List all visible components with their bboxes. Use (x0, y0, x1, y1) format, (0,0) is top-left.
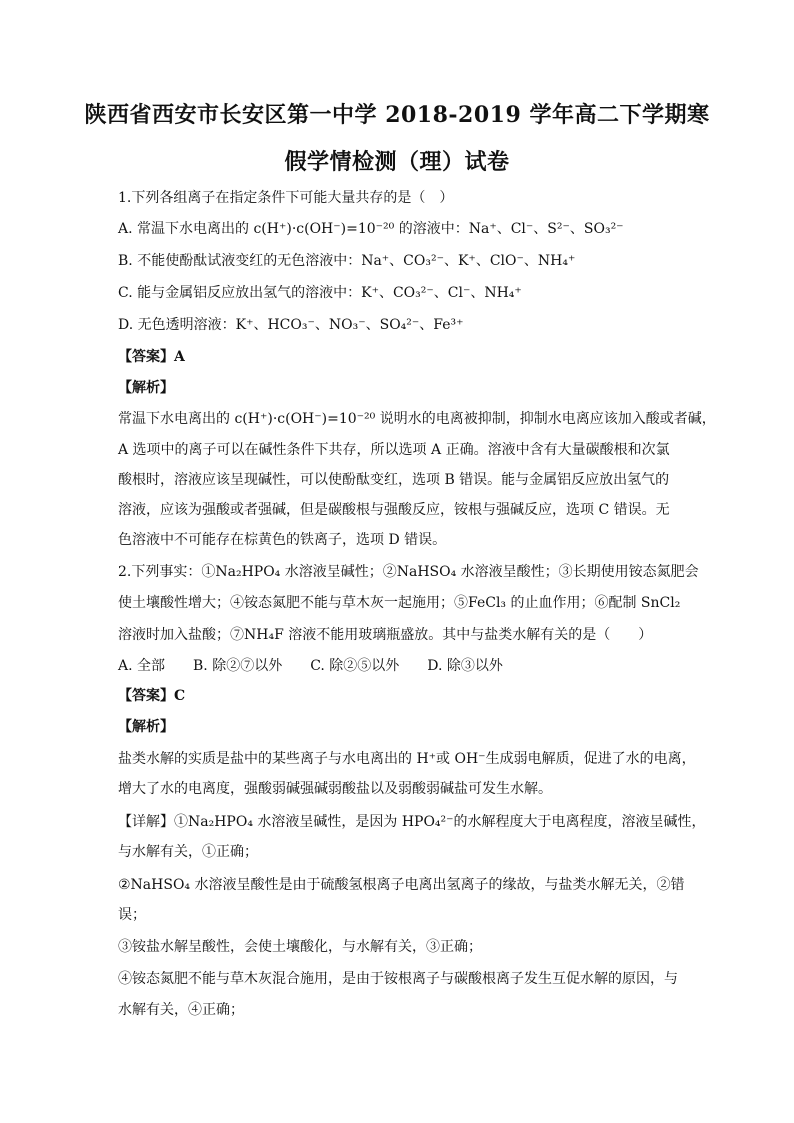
question-2-analysis-line: 增大了水的电离度，强酸弱碱强碱弱酸盐以及弱酸弱碱盐可发生水解。 (118, 781, 552, 797)
question-2-detail-line: 【详解】①Na₂HPO₄ 水溶液呈碱性，是因为 HPO₄²⁻的水解程度大于电离程度，溶液呈碱性， (118, 814, 706, 830)
question-2-options: A. 全部 B. 除②⑦以外 C. 除②⑤以外 D. 除③以外 (118, 658, 503, 674)
question-2-analysis-line: 盐类水解的实质是盐中的某些离子与水电离出的 H⁺或 OH⁻生成弱电解质，促进了水的电离， (118, 751, 696, 767)
question-1-analysis-line: 溶液，应该为强酸或者强碱，但是碳酸根与强酸反应，铵根与强碱反应，选项 C 错误。无 (118, 502, 670, 518)
question-1-analysis-line: 酸根时，溶液应该呈现碱性，可以使酚酞变红，选项 B 错误。能与金属铝反应放出氢气的 (118, 472, 670, 488)
question-1-stem: 1.下列各组离子在指定条件下可能大量共存的是（ ） (118, 190, 454, 206)
exam-title-line-2: 假学情检测（理）试卷 (284, 149, 510, 175)
question-2-analysis-label: 【解析】 (118, 719, 174, 735)
question-2-stem-line: 溶液时加入盐酸；⑦NH₄F 溶液不能用玻璃瓶盛放。其中与盐类水解有关的是（ ） (118, 627, 653, 643)
question-1-option-c: C. 能与金属铝反应放出氢气的溶液中：K⁺、CO₃²⁻、Cl⁻、NH₄⁺ (118, 285, 522, 301)
question-2-detail-line: 水解有关，④正确； (118, 1002, 244, 1018)
question-2-detail-line: ②NaHSO₄ 水溶液呈酸性是由于硫酸氢根离子电离出氢离子的缘故，与盐类水解无关，②错 (118, 877, 685, 893)
question-1-analysis-label: 【解析】 (118, 380, 174, 396)
question-2-detail-line: ③铵盐水解呈酸性，会使土壤酸化，与水解有关，③正确； (118, 939, 482, 955)
question-1-option-d: D. 无色透明溶液：K⁺、HCO₃⁻、NO₃⁻、SO₄²⁻、Fe³⁺ (118, 317, 464, 333)
question-2-detail-line: 与水解有关，①正确； (118, 844, 258, 860)
question-1-option-a: A. 常温下水电离出的 c(H⁺)·c(OH⁻)=10⁻²⁰ 的溶液中：Na⁺、Cl⁻、S²⁻、SO₃²⁻ (118, 221, 624, 237)
question-2-stem-line: 2.下列事实：①Na₂HPO₄ 水溶液呈碱性；②NaHSO₄ 水溶液呈酸性；③长期使用铵态氮肥会 (118, 564, 699, 580)
question-2-stem-line: 使土壤酸性增大；④铵态氮肥不能与草木灰一起施用；⑤FeCl₃ 的止血作用；⑥配制 SnCl₂ (118, 595, 681, 611)
question-2-answer: 【答案】C (118, 688, 186, 704)
question-1-option-b: B. 不能使酚酞试液变红的无色溶液中：Na⁺、CO₃²⁻、K⁺、ClO⁻、NH₄⁺ (118, 253, 576, 269)
question-1-analysis-line: 常温下水电离出的 c(H⁺)·c(OH⁻)=10⁻²⁰ 说明水的电离被抑制，抑制水电离应该加入酸或者碱， (118, 411, 716, 427)
question-1-analysis-line: 色溶液中不可能存在棕黄色的铁离子，选项 D 错误。 (118, 532, 447, 548)
question-2-detail-line: 误； (118, 907, 146, 923)
question-1-analysis-line: A 选项中的离子可以在碱性条件下共存，所以选项 A 正确。溶液中含有大量碳酸根和次氯 (118, 442, 670, 458)
question-1-answer: 【答案】A (118, 349, 185, 365)
exam-title-line-1: 陕西省西安市长安区第一中学 2018-2019 学年高二下学期寒 (84, 102, 710, 128)
question-2-detail-line: ④铵态氮肥不能与草木灰混合施用，是由于铵根离子与碳酸根离子发生互促水解的原因，与 (118, 971, 678, 987)
